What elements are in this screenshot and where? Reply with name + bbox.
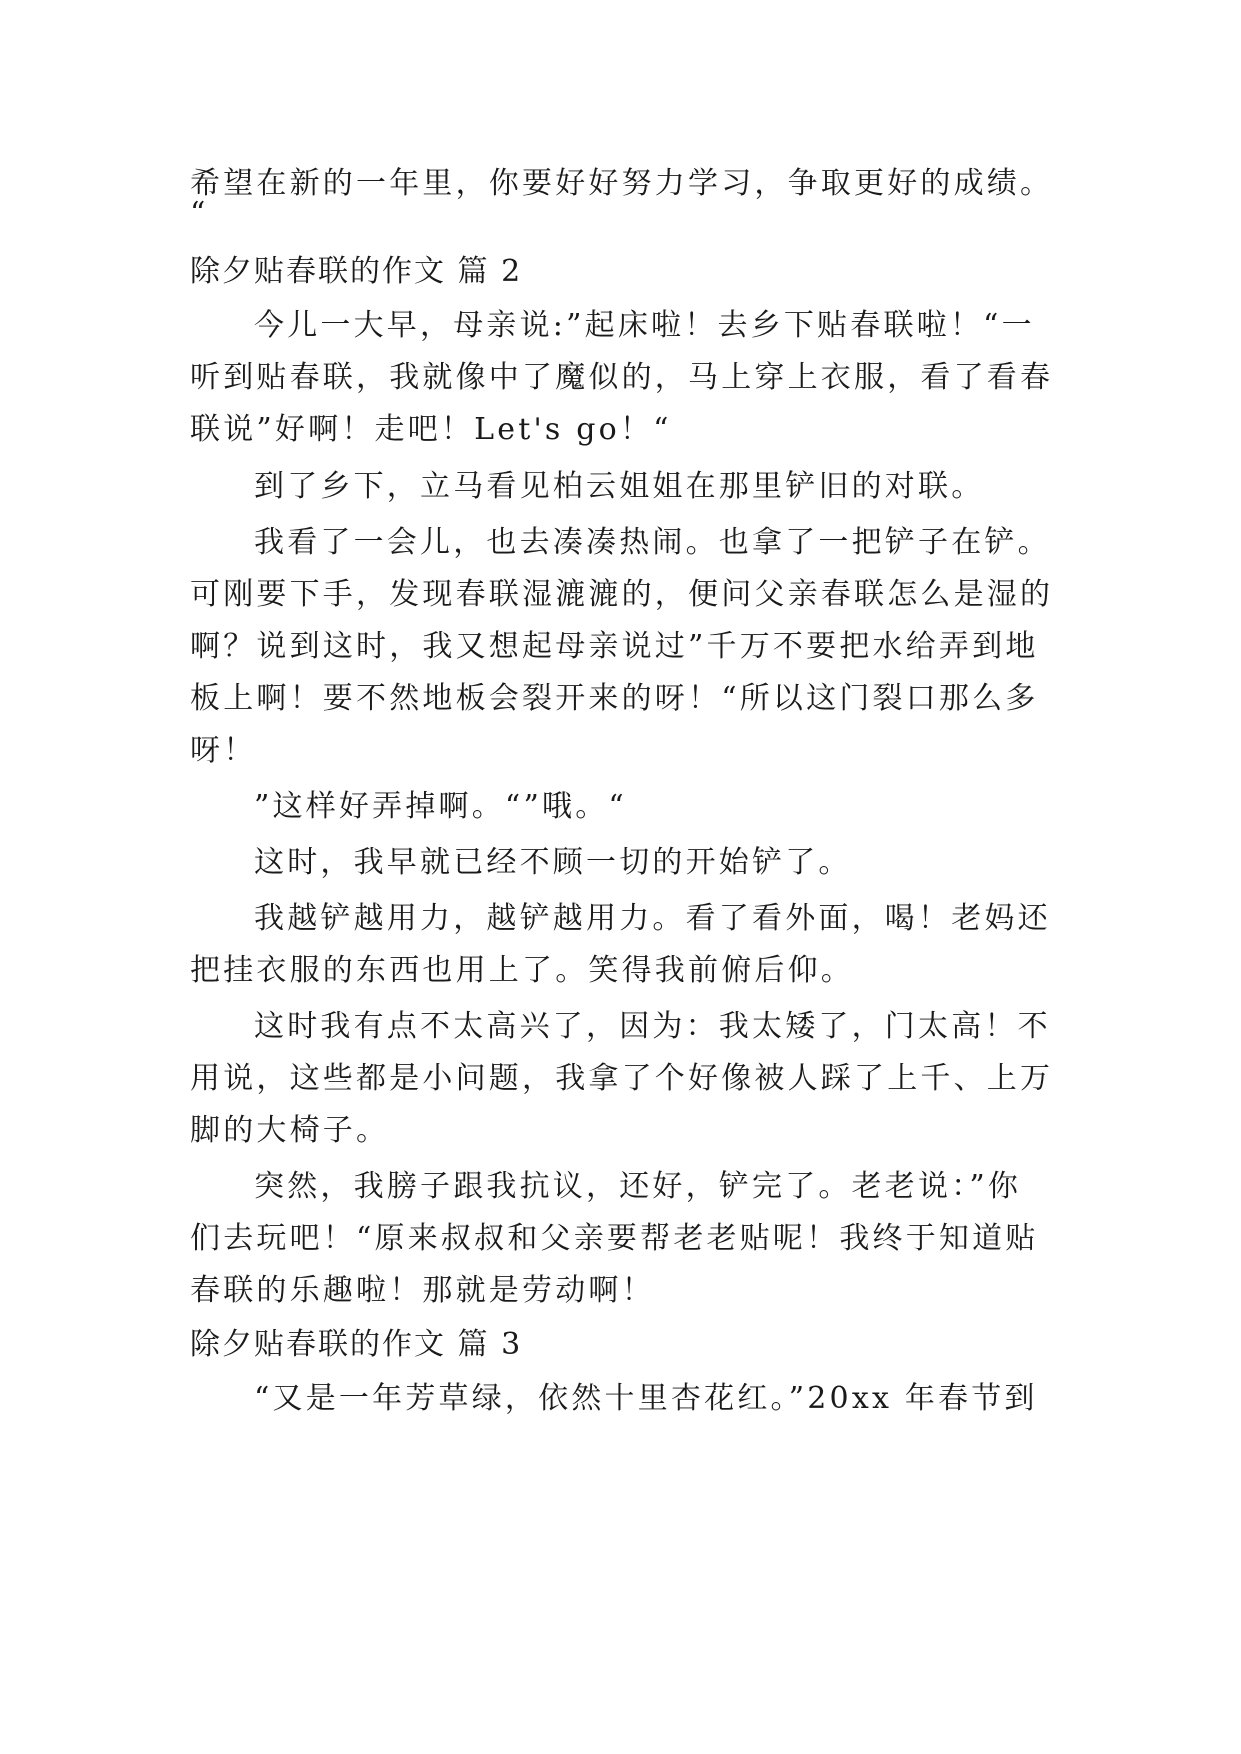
paragraph-line: 春联的乐趣啦！那就是劳动啊！ [190, 1273, 655, 1308]
paragraph-line: 今儿一大早，母亲说:”起床啦！去乡下贴春联啦！“一 [254, 308, 1035, 343]
paragraph-line: 听到贴春联，我就像中了魔似的，马上穿上衣服，看了看春 [190, 360, 1054, 395]
paragraph-line: 可刚要下手，发现春联湿漉漉的，便问父亲春联怎么是湿的 [190, 577, 1054, 612]
quote-mark-line: “ [190, 196, 209, 231]
paragraph-line: 啊？说到这时，我又想起母亲说过”千万不要把水给弄到地 [190, 629, 1039, 664]
paragraph-line: 脚的大椅子。 [190, 1113, 390, 1148]
paragraph-line: 希望在新的一年里，你要好好努力学习，争取更好的成绩。 [190, 166, 1054, 201]
paragraph-line: “又是一年芳草绿，依然十里杏花红。”20xx 年春节到 [254, 1381, 1038, 1416]
paragraph-line: 把挂衣服的东西也用上了。笑得我前俯后仰。 [190, 953, 854, 988]
paragraph-line: 们去玩吧！“原来叔叔和父亲要帮老老贴呢！我终于知道贴 [190, 1221, 1039, 1256]
paragraph-line: 到了乡下，立马看见柏云姐姐在那里铲旧的对联。 [254, 469, 985, 504]
paragraph-line: 联说”好啊！走吧！Let's go！“ [190, 412, 672, 447]
section-heading-3: 除夕贴春联的作文 篇 3 [190, 1327, 523, 1362]
paragraph-line: 这时我有点不太高兴了，因为：我太矮了，门太高！不 [254, 1009, 1051, 1044]
paragraph-line: ”这样好弄掉啊。“”哦。“ [254, 789, 627, 824]
paragraph-line: 用说，这些都是小问题，我拿了个好像被人踩了上千、上万 [190, 1061, 1054, 1096]
paragraph-line: 呀！ [190, 733, 257, 768]
paragraph-line: 板上啊！要不然地板会裂开来的呀！“所以这门裂口那么多 [190, 681, 1039, 716]
paragraph-line: 我越铲越用力，越铲越用力。看了看外面，喝！老妈还 [254, 901, 1051, 936]
section-heading-2: 除夕贴春联的作文 篇 2 [190, 254, 523, 289]
paragraph-line: 突然，我膀子跟我抗议，还好，铲完了。老老说：”你 [254, 1169, 1022, 1204]
paragraph-line: 我看了一会儿，也去凑凑热闹。也拿了一把铲子在铲。 [254, 525, 1051, 560]
paragraph-line: 这时，我早就已经不顾一切的开始铲了。 [254, 845, 852, 880]
